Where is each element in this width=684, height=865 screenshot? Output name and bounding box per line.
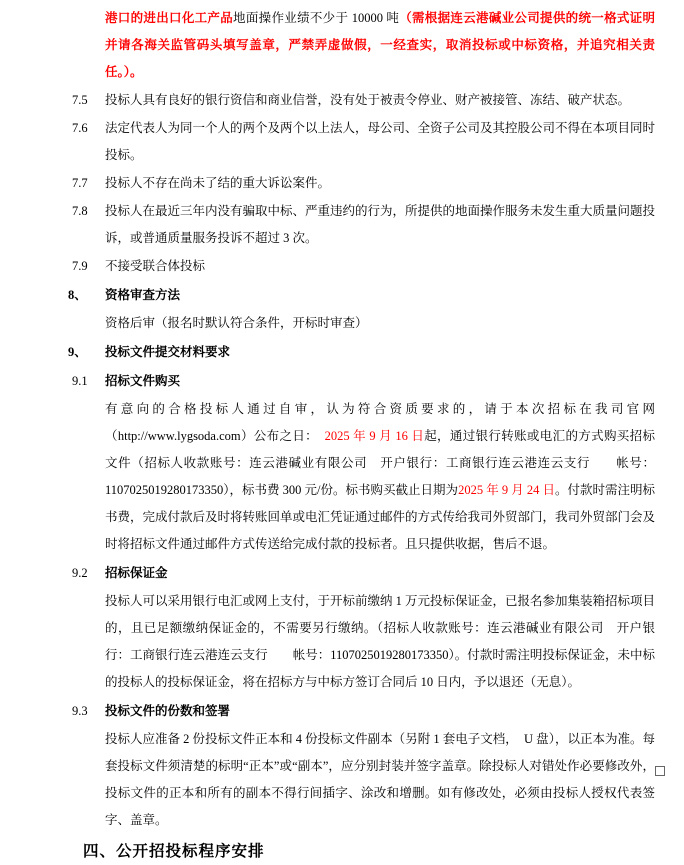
text-run: 不接受联合体投标 — [105, 259, 206, 273]
text-run: 投标人可以采用银行电汇或网上支付，于开标前缴纳 1 万元投标保证金，已报名参加集装箱招标项目的，且已足额缴纳保证金的，不需要另行缴纳。（招标人收款账号：连云港碱业有限公司 开户银行：工商银行连云港连云支行 帐号：1107025019280173350）。付款时需注明投标保证金，未中标的投标人的投标保证金，将在招标方与中标方签订合同后 10 日内，予以退还（无息）。 — [105, 594, 656, 689]
text-run: 资格后审（报名时默认符合条件，开标时审查） — [105, 316, 368, 330]
anchor-square-mark — [655, 766, 665, 776]
highlighted-text: 2025 年 9 月 24 日 — [458, 483, 555, 497]
doc-subsection-heading — [68, 560, 655, 587]
item-number: 9.2 — [72, 566, 88, 580]
text-run: 投标人应准备 2 份投标文件正本和 4 份投标文件副本（另附 1 套电子文档， U 盘），以正本为准。每套投标文件须清楚的标明“正本”或“副本”，应分别封装并签字盖章。除投标人对错处作必要修改外，投标文件的正本和所有的副本不得行间插字、涂改和增删。如有修改处，必须由投标人授权代表签字、盖章。 — [105, 732, 655, 827]
item-number: 9.1 — [72, 374, 88, 388]
doc-paragraph-continuation — [68, 5, 655, 86]
item-number: 9、 — [68, 345, 87, 359]
doc-subsection-heading — [68, 698, 655, 725]
text-run: 投标人不存在尚未了结的重大诉讼案件。 — [105, 176, 331, 190]
item-number: 7.6 — [72, 121, 88, 135]
text-run: 起，通过银行转账或电汇的方式购买招标文件（招标人收款账号：连云港碱业有限公司 开户银行：工商银行连云港连云支行 帐号：1107025019280173350），标书费 300 元/份。标书购买截止日期为 — [105, 429, 655, 497]
document-body — [68, 5, 655, 865]
highlighted-text: 2025 年 9 月 16 日 — [324, 429, 425, 443]
text-run: 招标保证金 — [105, 566, 168, 580]
item-number: 7.9 — [72, 259, 88, 273]
text-run: 投标文件的份数和签署 — [105, 704, 231, 718]
highlighted-text: 港口的进出口化工产品 — [105, 11, 234, 25]
item-number: 7.5 — [72, 93, 88, 107]
doc-numbered-item — [68, 253, 655, 280]
doc-paragraph — [68, 588, 655, 696]
item-number: 9.3 — [72, 704, 88, 718]
text-run: 法定代表人为同一个人的两个及两个以上法人，母公司、全资子公司及其控股公司不得在本项目同时投标。 — [105, 121, 656, 162]
doc-paragraph — [68, 310, 655, 337]
item-number: 8、 — [68, 288, 87, 302]
doc-numbered-item — [68, 198, 655, 252]
chapter-heading: 四、公开招投标程序安排 — [83, 843, 265, 860]
doc-subsection-heading — [68, 368, 655, 395]
text-run: 地面操作业绩不少于 10000 吨 — [233, 11, 400, 25]
doc-paragraph — [68, 726, 655, 834]
doc-numbered-item — [68, 87, 655, 114]
doc-numbered-item — [68, 115, 655, 169]
text-run: 有意向的合格投标人通过自审，认为符合资质要求的，请于本次招标在我司官网（http://www.lygsoda.com）公布之日： — [105, 402, 655, 443]
text-run: 投标人具有良好的银行资信和商业信誉，没有处于被责令停业、财产被接管、冻结、破产状态。 — [105, 93, 631, 107]
highlighted-text: （需根据连云港碱业公司提供的统一格式证明并请各海关监管码头填写盖章，严禁弄虚做假，一经查实，取消投标或中标资格，并追究相关责任。）。 — [105, 11, 655, 79]
text-run: 。付款时需注明标书费，完成付款后及时将转账回单或电汇凭证通过邮件的方式传给我司外贸部门，我司外贸部门会及时将招标文件通过邮件方式传送给完成付款的投标者。且只提供收据，售后不退。 — [105, 483, 656, 551]
doc-section-heading — [68, 339, 655, 366]
doc-numbered-item — [68, 170, 655, 197]
doc-section-heading — [68, 282, 655, 309]
text-run: 投标人在最近三年内没有骗取中标、严重违约的行为，所提供的地面操作服务未发生重大质量问题投诉，或普通质量服务投诉不超过 3 次。 — [105, 204, 656, 245]
item-number: 7.7 — [72, 176, 88, 190]
text-run: 招标文件购买 — [105, 374, 181, 388]
doc-paragraph — [68, 396, 655, 558]
text-run: 投标文件提交材料要求 — [105, 345, 231, 359]
item-number: 7.8 — [72, 204, 88, 218]
text-run: 资格审查方法 — [105, 288, 181, 302]
